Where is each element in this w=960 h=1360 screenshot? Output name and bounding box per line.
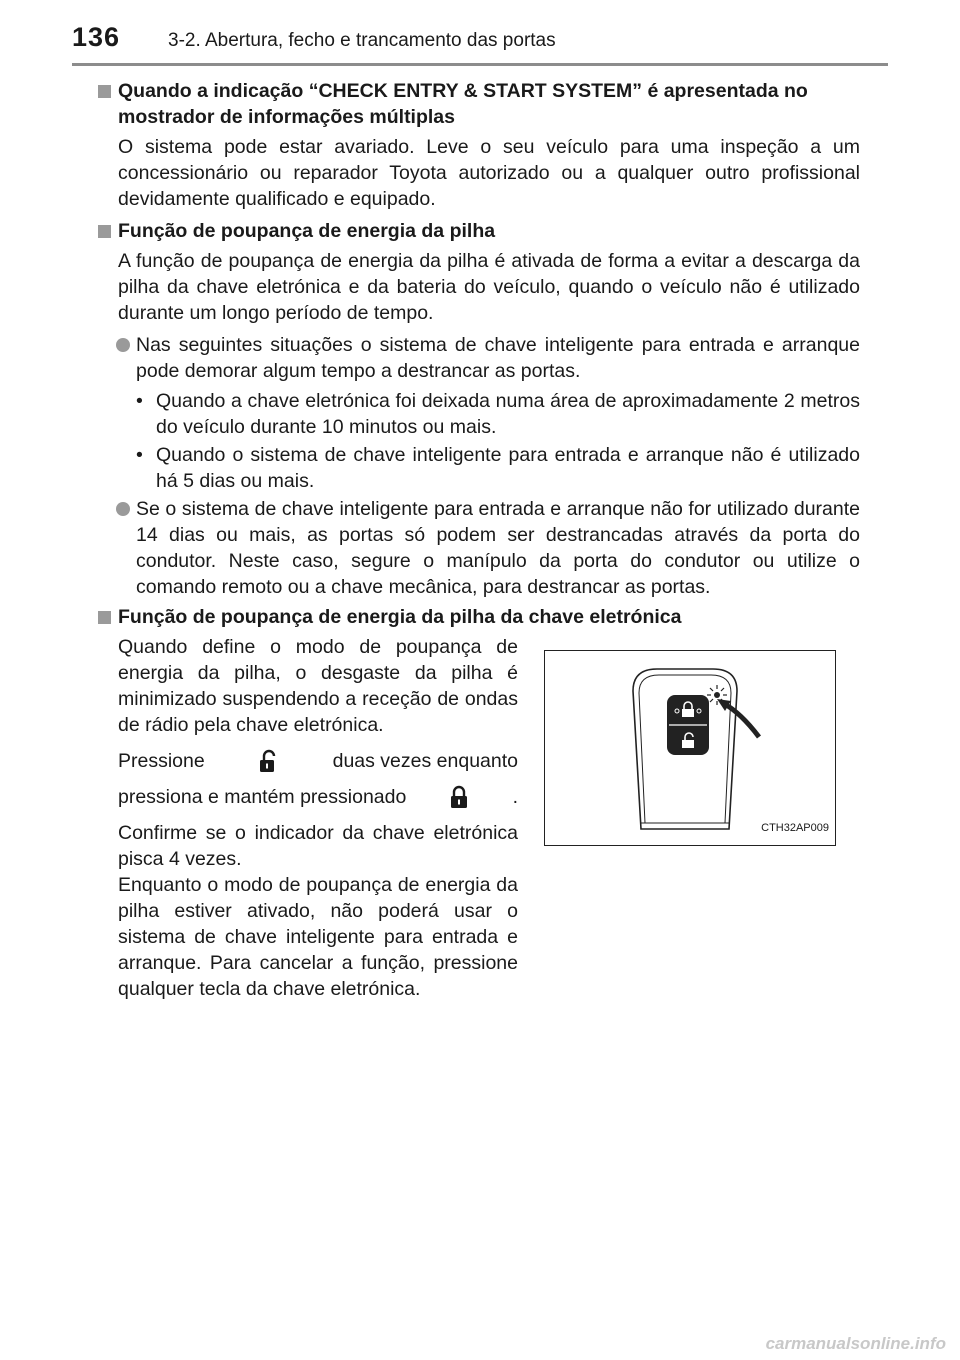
- heading-text: Função de poupança de energia da pilha da chave eletrónica: [118, 606, 682, 628]
- press-instruction: [118, 784, 518, 810]
- page-header: [0, 0, 960, 66]
- battery-saving-section: [98, 634, 860, 1034]
- square-bullet-icon: [98, 225, 111, 238]
- heading-text: Quando a indicação “CHECK ENTRY & START SYSTEM” é apresentada no mostrador de informações múltiplas: [118, 80, 808, 128]
- paragraph: A função de poupança de energia da pilha é ativada de forma a evitar a descarga da pilha da chave eletrónica e da bateria do veículo, quando o veículo não é utilizado durante um longo período de tempo.: [118, 250, 860, 324]
- paragraph: O sistema pode estar avariado. Leve o seu veículo para uma inspeção a um concessionário ou reparador Toyota autorizado ou a qualquer outro profissional devidamente qualificado e equipado.: [118, 136, 860, 210]
- paragraph: Confirme se o indicador da chave eletrónica pisca 4 vezes.: [118, 822, 518, 870]
- square-bullet-icon: [98, 611, 111, 624]
- sub-bullet-item: [98, 442, 860, 494]
- key-fob-illustration: [544, 650, 836, 846]
- unlock-icon: [256, 748, 282, 774]
- footer-watermark: carmanualsonline.info: [765, 1334, 946, 1353]
- instructions-column: [118, 634, 518, 1012]
- bullet-text: Nas seguintes situações o sistema de chave inteligente para entrada e arranque pode demorar algum tempo a destrancar as portas.: [136, 334, 860, 382]
- sub-bullet-text: Quando a chave eletrónica foi deixada numa área de aproximadamente 2 metros do veículo durante 10 minutos ou mais.: [156, 390, 860, 438]
- instruction-text: .: [512, 786, 518, 808]
- sub-bullet-text: Quando o sistema de chave inteligente para entrada e arranque não é utilizado há 5 dias ou mais.: [156, 444, 860, 492]
- section-heading: [98, 604, 860, 630]
- header-divider: [72, 63, 888, 66]
- press-instruction: [118, 748, 518, 774]
- section-heading: [98, 218, 860, 244]
- instruction-text: pressiona e mantém pressionado: [118, 786, 407, 808]
- bullet-text: Se o sistema de chave inteligente para entrada e arranque não for utilizado durante 14 dias ou mais, as portas só podem ser destrancadas através da porta do condutor. Neste caso, segure o manípulo da porta do condutor ou utilize o comando remoto ou a chave mecânica, para destrancar as portas.: [136, 498, 860, 598]
- section-title: 3-2. Abertura, fecho e trancamento das portas: [168, 30, 556, 51]
- circle-bullet-icon: [116, 502, 130, 516]
- dot-marker-icon: •: [136, 444, 143, 466]
- bullet-item: [98, 496, 860, 600]
- section-heading: [98, 78, 860, 130]
- heading-text: Função de poupança de energia da pilha: [118, 220, 496, 242]
- instruction-text: Pressione: [118, 750, 205, 772]
- sub-bullet-item: [98, 388, 860, 440]
- circle-bullet-icon: [116, 338, 130, 352]
- instruction-text: duas vezes enquanto: [332, 750, 518, 772]
- dot-marker-icon: •: [136, 390, 143, 412]
- paragraph: Enquanto o modo de poupança de energia da pilha estiver ativado, não poderá usar o sistema de chave inteligente para entrada e arranque. Para cancelar a função, pressione qualquer tecla da chave eletrónica.: [118, 874, 518, 1000]
- square-bullet-icon: [98, 85, 111, 98]
- page-number: 136: [72, 22, 121, 52]
- bullet-item: [98, 332, 860, 384]
- lock-icon: [446, 784, 472, 810]
- page-content: [98, 78, 860, 1034]
- figure-code: CTH32AP009: [761, 822, 829, 834]
- paragraph: Quando define o modo de poupança de energia da pilha, o desgaste da pilha é minimizado suspendendo a receção de ondas de rádio pela chave eletrónica.: [118, 636, 518, 736]
